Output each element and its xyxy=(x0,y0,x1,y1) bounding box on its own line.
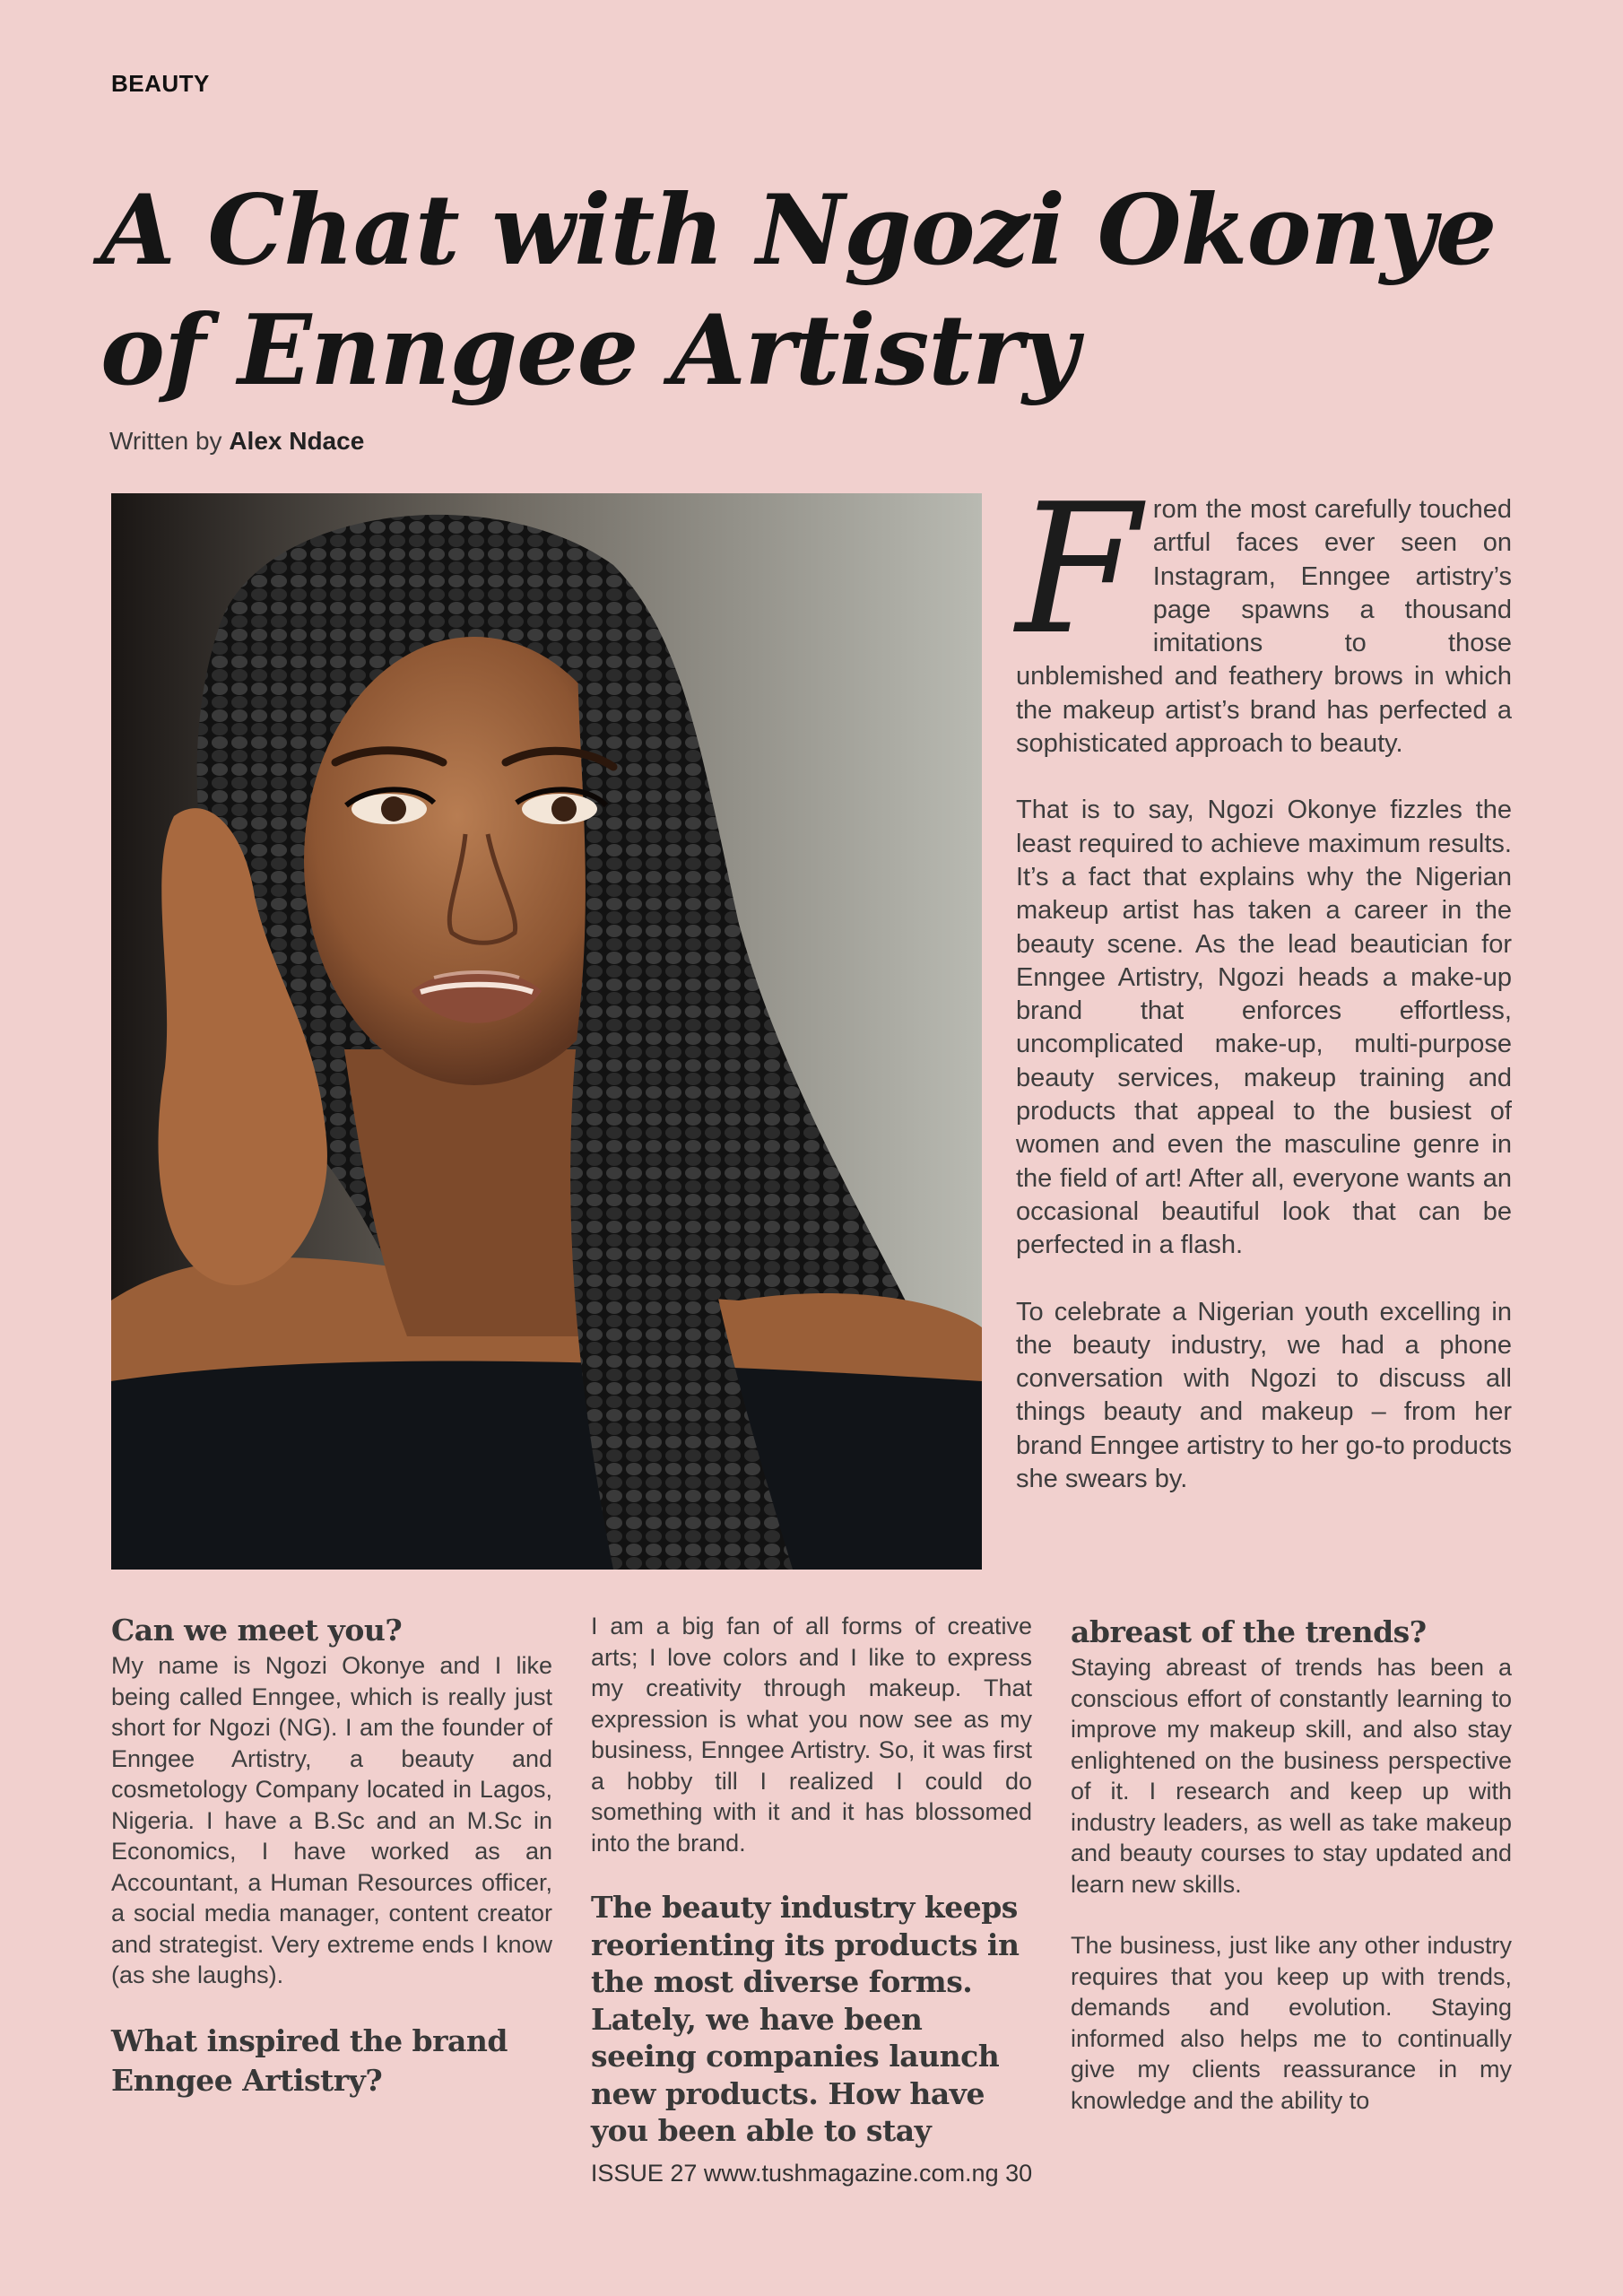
headline-line-1 xyxy=(100,170,1553,291)
headline-name: Ngozi Okonye xyxy=(756,174,1497,287)
column-1 xyxy=(111,1611,552,2100)
answer-3: Staying abreast of trends has been a conscious effort of constantly learning to improve my makeup skill, and also stay enlightened on the business perspective of it. I research and keep up with industry leaders, as well as take makeup and beauty courses to stay updated and learn new skills. xyxy=(1071,1654,1512,1898)
answer-2: I am a big fan of all forms of creative arts; I love colors and I like to express my creativity through makeup. That expression is what you now see as my business, Enngee Artistry. So, it was first a hobby till I realized I could do something with it and it has blossomed into the brand. xyxy=(591,1613,1032,1857)
intro-paragraph-3: To celebrate a Nigerian youth excelling in the beauty industry, we had a phone conversation with Ngozi to discuss all things beauty and makeup – from her brand Enngee artistry to her go-to products she swears by. xyxy=(1016,1297,1512,1494)
question-1: Can we meet you? xyxy=(111,1613,403,1648)
drop-cap: F xyxy=(1016,465,1141,674)
column-3 xyxy=(1071,1611,1512,2146)
portrait-photo xyxy=(111,493,982,1570)
question-3-continued: abreast of the trends? xyxy=(1071,1614,1427,1649)
byline-author: Alex Ndace xyxy=(229,427,365,455)
intro-paragraph-1-text: rom the most carefully touched artful faces ever seen on Instagram, Enngee artistry’s page spawns a thousand imitations to those unblemished and feathery brows in which the makeup artist’s brand has perfected a sophisticated approach to beauty. xyxy=(1016,495,1512,759)
question-2: What inspired the brand Enngee Artistry? xyxy=(111,2022,508,2098)
question-3: The beauty industry keeps reorienting its products in the most diverse forms. Lately, we have been seeing companies launch new products. How have you been able to stay xyxy=(591,1890,1020,2148)
byline-prefix: Written by xyxy=(109,427,230,455)
byline xyxy=(109,427,364,456)
page-footer: ISSUE 27 www.tushmagazine.com.ng 30 xyxy=(590,2160,1033,2187)
answer-1: My name is Ngozi Okonye and I like being called Enngee, which is really just short for Ngozi (NG). I am the founder of Enngee Artistry, a beauty and cosmetology Company located in Lagos, Nigeria. I have a B.Sc and an M.Sc in Economics, I have worked as an Accountant, a Human Resources officer, a social media manager, content creator and strategist. Very extreme ends I know (as she laughs). xyxy=(111,1652,552,1988)
headline xyxy=(100,170,1553,411)
intro-paragraph-2: That is to say, Ngozi Okonye fizzles the least required to achieve maximum results. It’s a fact that explains why the Nigerian makeup artist has taken a career in the beauty scene. As the lead beautician for Enngee Artistry, Ngozi heads a make-up brand that enforces effortless, uncomplicated make-up, multi-purpose beauty services, makeup training and products that appeal to the busiest of women and even the masculine genre in the field of art! After all, everyone wants an occasional beautiful look that can be perfected in a flash. xyxy=(1016,796,1512,1260)
section-label: BEAUTY xyxy=(111,70,210,97)
answer-4: The business, just like any other industry requires that you keep up with trends, demands and evolution. Staying informed also helps me to continually give my clients reassurance in my knowledge and the ability to xyxy=(1071,1932,1512,2114)
headline-line-2: of Enngee Artistry xyxy=(100,294,1078,407)
column-2 xyxy=(591,1611,1032,2150)
portrait-illustration xyxy=(111,493,982,1570)
intro-paragraph-1 xyxy=(1016,465,1512,761)
headline-part1: A Chat with xyxy=(100,174,757,287)
intro-text xyxy=(1016,465,1512,1529)
